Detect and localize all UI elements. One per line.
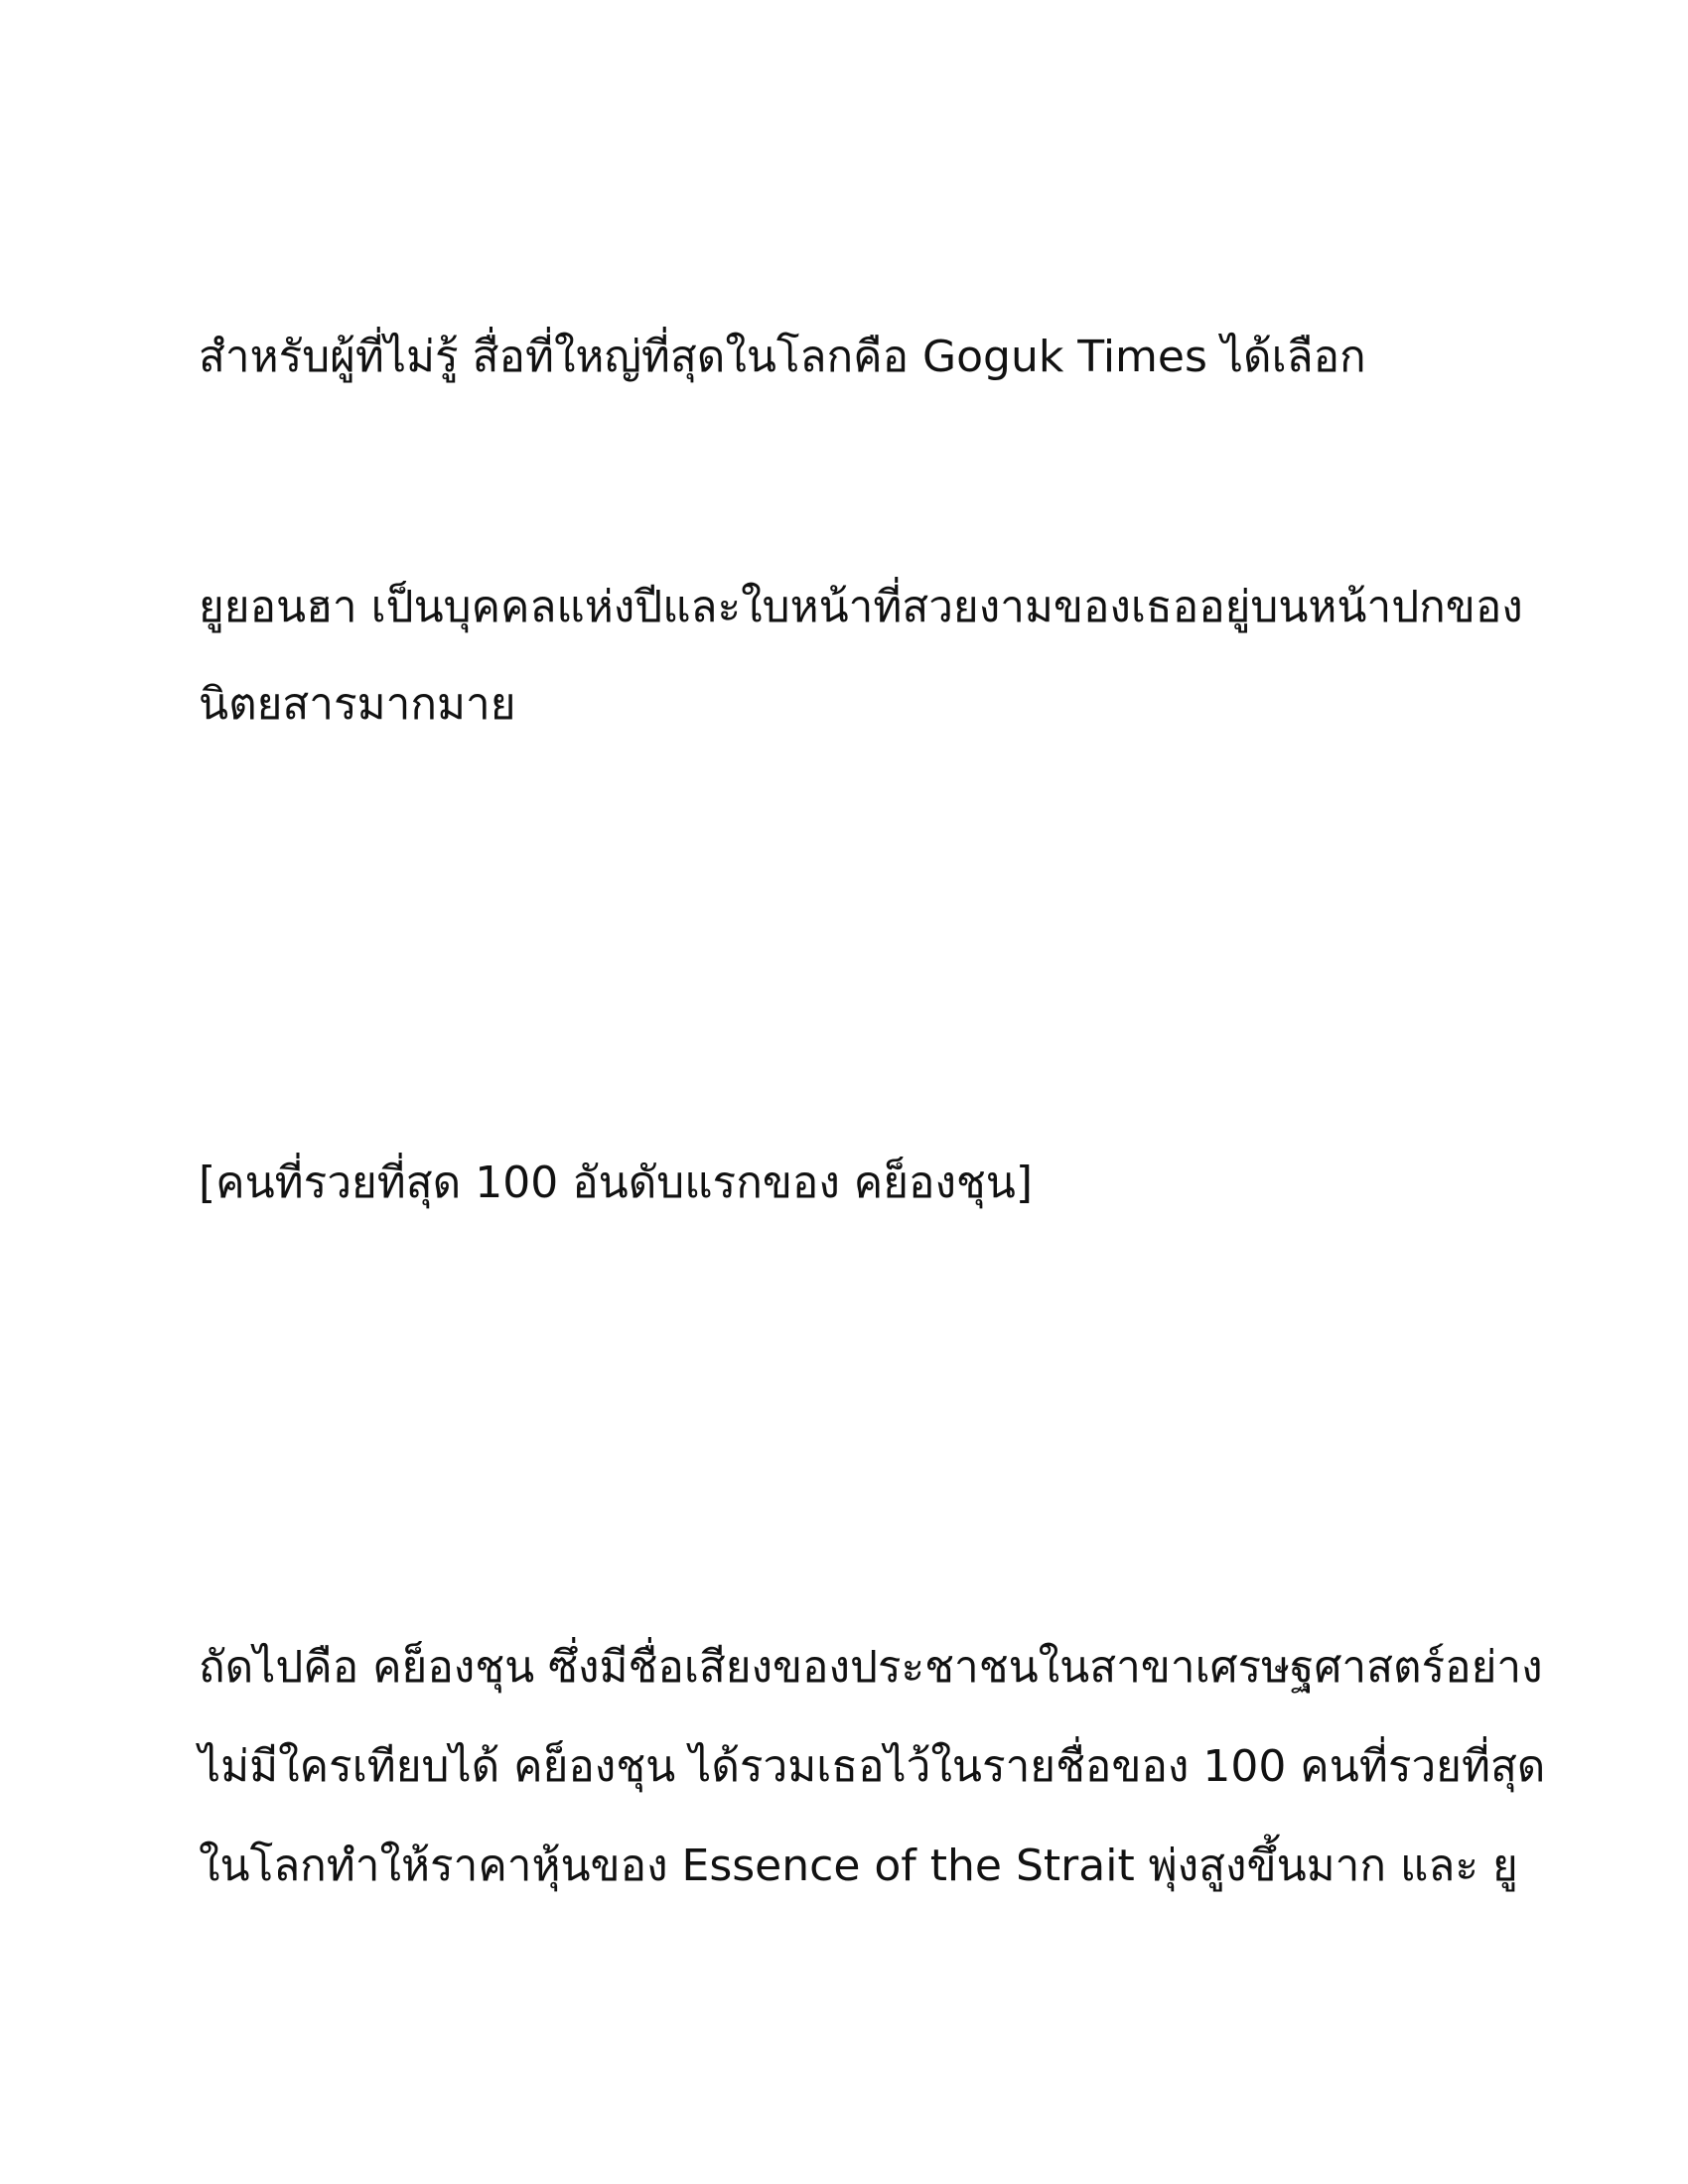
paragraph-4-line-1: ถัดไปคือ คย็องชุน ซึ่งมีชื่อเสียงของประชาชนในสาขาเศรษฐศาสตร์อย่าง [199,1642,1543,1693]
paragraph-1-line-1: สำหรับผู้ที่ไม่รู้ สื่อที่ใหญ่ที่สุดในโลกคือ Goguk Times ได้เลือก [199,332,1366,382]
paragraph-4-line-3: ในโลกทำให้ราคาหุ้นของ Essence of the Strait พุ่งสูงขึ้นมาก และ ยู [199,1841,1518,1891]
section-heading: [คนที่รวยที่สุด 100 อันดับแรกของ คย็องชุน] [199,1158,1034,1208]
paragraph-2-line-1: ยูยอนฮา เป็นบุคคลแห่งปีและใบหน้าที่สวยงามของเธออยู่บนหน้าปกของ [199,582,1523,632]
paragraph-4-line-2: ไม่มีใครเทียบได้ คย็องชุน ได้รวมเธอไว้ในรายชื่อของ 100 คนที่รวยที่สุด [199,1741,1546,1792]
paragraph-2-line-2: นิตยสารมากมาย [199,679,516,730]
